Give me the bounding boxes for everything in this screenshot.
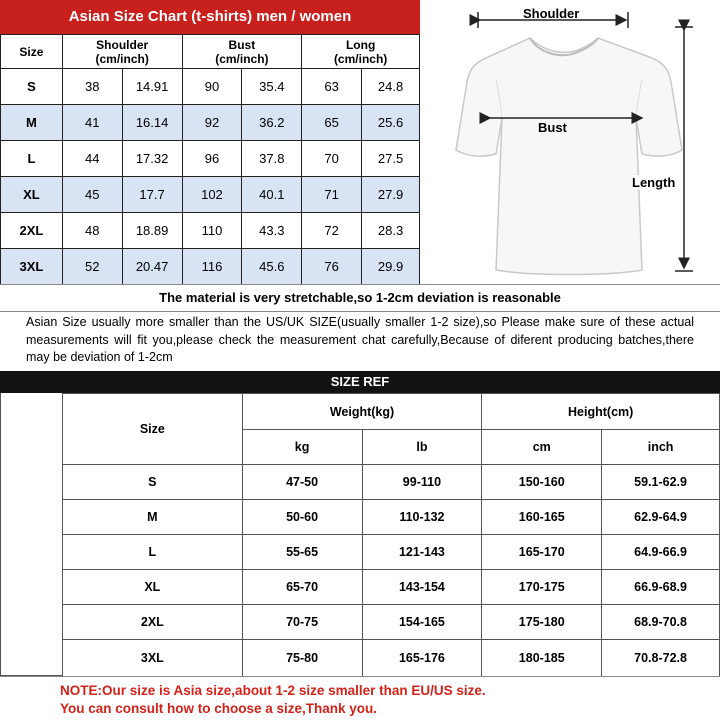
- table-row: [1, 105, 420, 141]
- table-row: [63, 465, 720, 500]
- asian-chart-header-row: [1, 35, 420, 69]
- ref-header-weight: Weight(kg): [242, 394, 482, 430]
- shoulder-cm-cell: 38: [62, 69, 122, 105]
- ref-kg-cell: 75-80: [242, 640, 362, 677]
- long-inch-cell: 27.9: [362, 177, 420, 213]
- ref-kg-cell: 50-60: [242, 500, 362, 535]
- ref-inch-cell: 62.9-64.9: [602, 500, 720, 535]
- long-inch-cell: 24.8: [362, 69, 420, 105]
- shoulder-cm-cell: 41: [62, 105, 122, 141]
- footer-note-line2: You can consult how to choose a size,Thank you.: [60, 701, 378, 716]
- shoulder-inch-cell: 20.47: [122, 249, 182, 285]
- ref-inch-cell: 64.9-66.9: [602, 535, 720, 570]
- shoulder-cm-cell: 48: [62, 213, 122, 249]
- shoulder-label: Shoulder: [523, 6, 580, 21]
- ref-lb-cell: 154-165: [362, 605, 482, 640]
- bust-cm-cell: 96: [182, 141, 242, 177]
- ref-lb-cell: 143-154: [362, 570, 482, 605]
- asian-size-note: Asian Size usually more smaller than the US/UK SIZE(usually smaller 1-2 size),so Please make sure of these actual measurements will fit you,please check the measurement chat carefully,Because of diferent producing batches,there may be deviation of 1-2cm: [26, 315, 694, 364]
- bust-label: Bust: [538, 120, 567, 135]
- ref-size-cell: L: [63, 535, 243, 570]
- bust-inch-cell: 36.2: [242, 105, 302, 141]
- table-row: [63, 500, 720, 535]
- bust-cm-cell: 102: [182, 177, 242, 213]
- size-cell: L: [1, 141, 63, 177]
- asian-chart-title: Asian Size Chart (t-shirts) men / women: [0, 0, 420, 34]
- ref-header-kg: kg: [242, 430, 362, 465]
- ref-inch-cell: 68.9-70.8: [602, 605, 720, 640]
- size-cell: 2XL: [1, 213, 63, 249]
- long-cm-cell: 72: [302, 213, 362, 249]
- ref-header-size: Size: [63, 394, 243, 465]
- stretch-note: The material is very stretchable,so 1-2cm deviation is reasonable: [0, 284, 720, 312]
- bust-cm-cell: 110: [182, 213, 242, 249]
- table-row: [63, 605, 720, 640]
- long-inch-cell: 27.5: [362, 141, 420, 177]
- table-row: [1, 213, 420, 249]
- ref-size-cell: 3XL: [63, 640, 243, 677]
- ref-cm-cell: 170-175: [482, 570, 602, 605]
- table-row: [1, 249, 420, 285]
- ref-cm-cell: 175-180: [482, 605, 602, 640]
- ref-lb-cell: 99-110: [362, 465, 482, 500]
- ref-lb-cell: 165-176: [362, 640, 482, 677]
- asian-size-table: [0, 34, 420, 285]
- ref-kg-cell: 55-65: [242, 535, 362, 570]
- table-row: [1, 69, 420, 105]
- bust-inch-cell: 45.6: [242, 249, 302, 285]
- ref-lb-cell: 121-143: [362, 535, 482, 570]
- ref-kg-cell: 47-50: [242, 465, 362, 500]
- footer-note: [0, 676, 720, 721]
- long-cm-cell: 70: [302, 141, 362, 177]
- ref-kg-cell: 65-70: [242, 570, 362, 605]
- bust-inch-cell: 35.4: [242, 69, 302, 105]
- table-row: [1, 141, 420, 177]
- tshirt-illustration: [420, 0, 720, 284]
- length-label: Length: [632, 175, 676, 190]
- ref-lb-cell: 110-132: [362, 500, 482, 535]
- size-ref-table: [62, 393, 720, 677]
- size-ref-header-row: [63, 394, 720, 430]
- bust-cm-cell: 116: [182, 249, 242, 285]
- bust-cm-cell: 90: [182, 69, 242, 105]
- ref-size-cell: 2XL: [63, 605, 243, 640]
- ref-kg-cell: 70-75: [242, 605, 362, 640]
- ref-header-height: Height(cm): [482, 394, 720, 430]
- bust-inch-cell: 37.8: [242, 141, 302, 177]
- header-shoulder: Shoulder (cm/inch): [62, 35, 182, 69]
- header-size: Size: [1, 35, 63, 69]
- ref-size-cell: S: [63, 465, 243, 500]
- ref-header-lb: lb: [362, 430, 482, 465]
- header-long: Long (cm/inch): [302, 35, 420, 69]
- ref-header-inch: inch: [602, 430, 720, 465]
- ref-cm-cell: 150-160: [482, 465, 602, 500]
- size-cell: S: [1, 69, 63, 105]
- shoulder-cm-cell: 52: [62, 249, 122, 285]
- ref-inch-cell: 70.8-72.8: [602, 640, 720, 677]
- ref-inch-cell: 59.1-62.9: [602, 465, 720, 500]
- shoulder-inch-cell: 18.89: [122, 213, 182, 249]
- ref-size-cell: M: [63, 500, 243, 535]
- tshirt-shape: [456, 38, 682, 275]
- long-inch-cell: 25.6: [362, 105, 420, 141]
- table-row: [63, 535, 720, 570]
- shoulder-cm-cell: 45: [62, 177, 122, 213]
- bust-inch-cell: 40.1: [242, 177, 302, 213]
- size-cell: XL: [1, 177, 63, 213]
- shoulder-inch-cell: 14.91: [122, 69, 182, 105]
- table-row: [63, 640, 720, 677]
- bust-inch-cell: 43.3: [242, 213, 302, 249]
- bust-cm-cell: 92: [182, 105, 242, 141]
- tshirt-diagram: [420, 0, 720, 284]
- long-inch-cell: 28.3: [362, 213, 420, 249]
- long-cm-cell: 65: [302, 105, 362, 141]
- ref-header-cm: cm: [482, 430, 602, 465]
- long-cm-cell: 76: [302, 249, 362, 285]
- long-cm-cell: 71: [302, 177, 362, 213]
- size-cell: 3XL: [1, 249, 63, 285]
- shoulder-inch-cell: 16.14: [122, 105, 182, 141]
- table-row: [63, 570, 720, 605]
- long-inch-cell: 29.9: [362, 249, 420, 285]
- size-ref-margin: [0, 393, 62, 676]
- ref-cm-cell: 160-165: [482, 500, 602, 535]
- long-cm-cell: 63: [302, 69, 362, 105]
- shoulder-inch-cell: 17.32: [122, 141, 182, 177]
- shoulder-inch-cell: 17.7: [122, 177, 182, 213]
- ref-size-cell: XL: [63, 570, 243, 605]
- size-ref-title: SIZE REF: [0, 371, 720, 393]
- shoulder-cm-cell: 44: [62, 141, 122, 177]
- table-row: [1, 177, 420, 213]
- ref-cm-cell: 165-170: [482, 535, 602, 570]
- header-bust: Bust (cm/inch): [182, 35, 302, 69]
- footer-note-line1: NOTE:Our size is Asia size,about 1-2 size smaller than EU/US size.: [60, 683, 486, 698]
- ref-cm-cell: 180-185: [482, 640, 602, 677]
- size-cell: M: [1, 105, 63, 141]
- ref-inch-cell: 66.9-68.9: [602, 570, 720, 605]
